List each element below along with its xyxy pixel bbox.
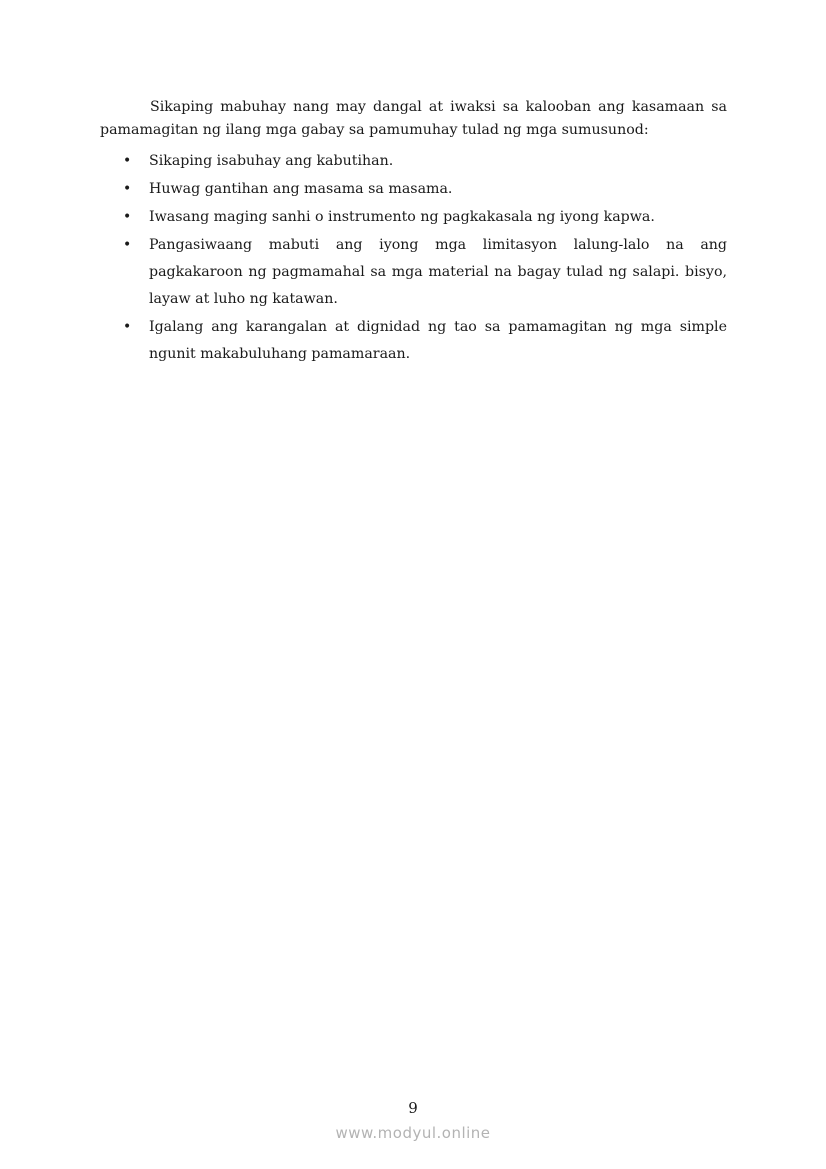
list-item (100, 148, 727, 175)
bullet-icon: • (123, 237, 132, 253)
intro-paragraph: Sikaping mabuhay nang may dangal at iwaksi sa kalooban ang kasamaan sa pamamagitan ng ilang mga gabay sa pamumuhay tulad ng mga sumusunod: (100, 99, 727, 138)
bullet-icon: • (123, 153, 132, 169)
body-text (100, 96, 727, 369)
list-item-text: Igalang ang karangalan at dignidad ng tao sa pamamagitan ng mga simple ngunit makabuluhang pamamaraan. (149, 319, 727, 362)
list-item-text: Pangasiwaang mabuti ang iyong mga limitasyon lalung-lalo na ang pagkakaroon ng pagmamahal sa mga material na bagay tulad ng salapi. bisyo, layaw at luho ng katawan. (149, 237, 727, 307)
page-number: 9 (408, 1099, 418, 1117)
list-item (100, 176, 727, 203)
list-item (100, 232, 727, 313)
list-item (100, 314, 727, 368)
watermark: www.modyul.online (335, 1124, 491, 1142)
bullet-icon: • (123, 181, 132, 197)
guidelines-list (100, 148, 727, 368)
list-item-text: Iwasang maging sanhi o instrumento ng pagkakasala ng iyong kapwa. (149, 209, 655, 225)
list-item-text: Huwag gantihan ang masama sa masama. (149, 181, 453, 197)
bullet-icon: • (123, 319, 132, 335)
bullet-icon: • (123, 209, 132, 225)
list-item-text: Sikaping isabuhay ang kabutihan. (149, 153, 394, 169)
list-item (100, 204, 727, 231)
